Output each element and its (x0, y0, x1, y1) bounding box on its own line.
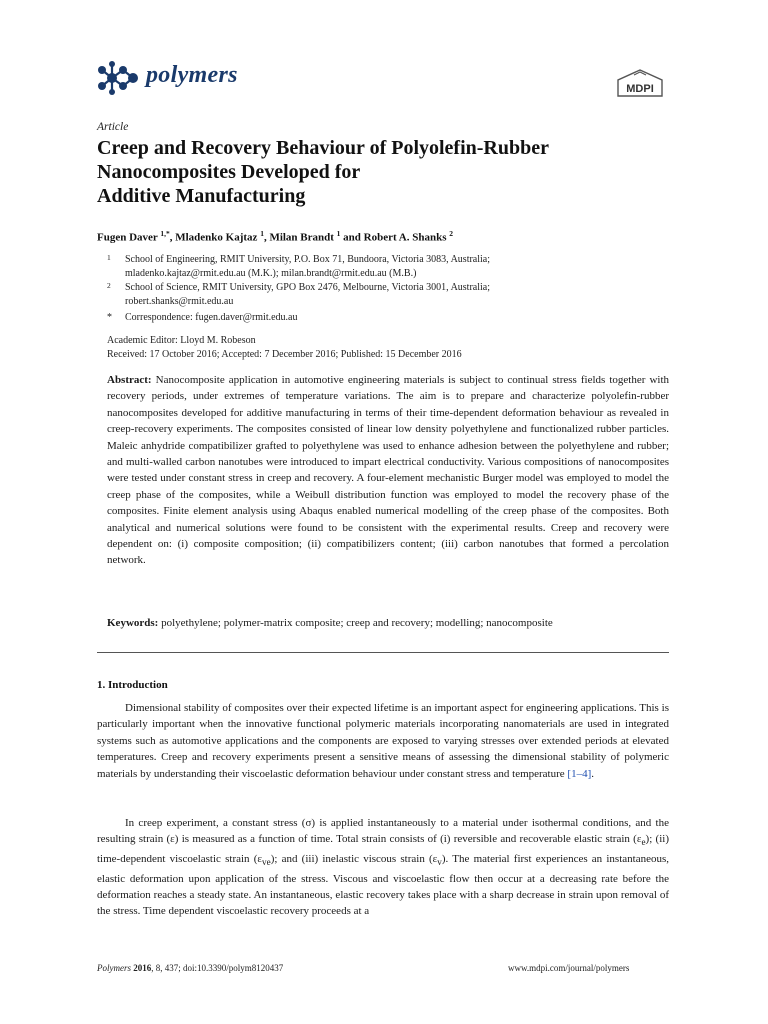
author-affiliation-marker: 1,* (160, 229, 170, 238)
author-affiliation-marker: 2 (449, 229, 453, 238)
abstract-label: Abstract: (107, 374, 152, 386)
journal-name: polymers (146, 62, 238, 88)
publication-dates: Received: 17 October 2016; Accepted: 7 December 2016; Published: 15 December 2016 (107, 349, 462, 360)
title-line: Nanocomposites Developed for (97, 161, 361, 183)
title-line: Additive Manufacturing (97, 185, 306, 207)
author-name: Milan Brandt (269, 231, 334, 244)
keywords (107, 615, 669, 631)
polymers-logo-icon (96, 60, 140, 96)
academic-editor: Academic Editor: Lloyd M. Robeson (107, 335, 256, 346)
article-title (97, 136, 697, 208)
intro-paragraph-2: In creep experiment, a constant stress (σ) is applied instantaneously to a material under isothermal conditions, and the resulting strain (ε) is measured as a function of time. Total strain consists of (i) reversible and recoverable elastic strain $(\varepsilon_e)$; (ii) time-dependent viscoelastic strain $(\varepsilon_{ve})$; and (iii) inelastic viscous strain $(\varepsilon_v)$. The material first experiences an instantaneous, elastic deformation upon application of the stress. Viscous and viscoelastic flow then occur at a decreasing rate before the deformation reaches a steady state. An instantaneous, elastic recovery takes place with a sharp decrease in strain upon removal of the stress. Time dependent viscoelastic recovery proceeds at a (97, 817, 669, 918)
author-name: Fugen Daver (97, 231, 158, 244)
author-name: Mladenko Kajtaz (175, 231, 258, 244)
author-list: Fugen Daver $^{1,*}$, Mladenko Kajtaz $^1$, Milan Brandt $^1$ and Robert A. Shanks $^2$ (97, 229, 453, 244)
editor-and-dates (107, 334, 462, 362)
citation-link[interactable]: [1–4] (567, 767, 592, 780)
author-name: Robert A. Shanks (363, 231, 447, 244)
section-divider (97, 652, 669, 653)
author-affiliation-marker: 1 (336, 229, 341, 238)
abstract (107, 372, 669, 569)
footer-url[interactable]: www.mdpi.com/journal/polymers (508, 963, 630, 973)
title-line: Creep and Recovery Behaviour of Polyolefin-Rubber (97, 137, 550, 159)
author-affiliation-marker: 1 (260, 229, 264, 238)
abstract-text: Nanocomposite application in automotive engineering materials is subject to continual stress fields together with recovery periods, under extremes of temperature variations. The aim is to prepare and characterize polyolefin-rubber nanocomposites developed for additive manufacturing in terms of their time-dependent deformation behaviour as revealed in creep-recovery experiments. The composites consisted of linear low density polyethylene and functionalized rubber particles. Maleic anhydride compatibilizer grafted to polyethylene was used to enhance adhesion between the polyethylene and rubber; and multi-walled carbon nanotubes were introduced to impart electrical conductivity. Various compositions of nanocomposites were tested under constant stress in creep and recovery. A four-element mechanistic Burger model was employed to model the creep phase of the composites, while a Weibull distribution function was employed to model the recovery phase of the composites. Finite element analysis using Abaqus enabled numerical modelling of the creep phase of the composites. Both analytical and numerical solutions were found to be consistent with the experimental results. Creep and recovery were dependent on: (i) composite composition; (ii) compatibilizers content; (iii) carbon nanotubes that formed a percolation network. (107, 374, 669, 567)
section-heading: 1. Introduction (97, 679, 168, 691)
footer-citation: Polymers 2016, 8, 437; doi:10.3390/polym8120437 (97, 963, 284, 973)
mdpi-logo-icon (614, 68, 666, 100)
article-type: Article (97, 121, 129, 133)
svg-text:MDPI: MDPI (626, 83, 654, 95)
keywords-label: Keywords: (107, 617, 159, 629)
keywords-text: polyethylene; polymer-matrix composite; creep and recovery; modelling; nanocomposite (161, 617, 553, 629)
intro-paragraph-1: Dimensional stability of composites over their expected lifetime is an important aspect for engineering applications. This is particularly important when the innovative functional polymeric materials incorporating nanomaterials are used in integrated systems such as automotive applications and the components are exposed to varying stresses over extended periods at elevated temperatures. Creep and recovery experiments present a sensitive means of assessing the dimensional stability of polymeric materials by understanding their viscoelastic deformation behaviour under constant stress and temperature [1–4]. (97, 702, 669, 780)
